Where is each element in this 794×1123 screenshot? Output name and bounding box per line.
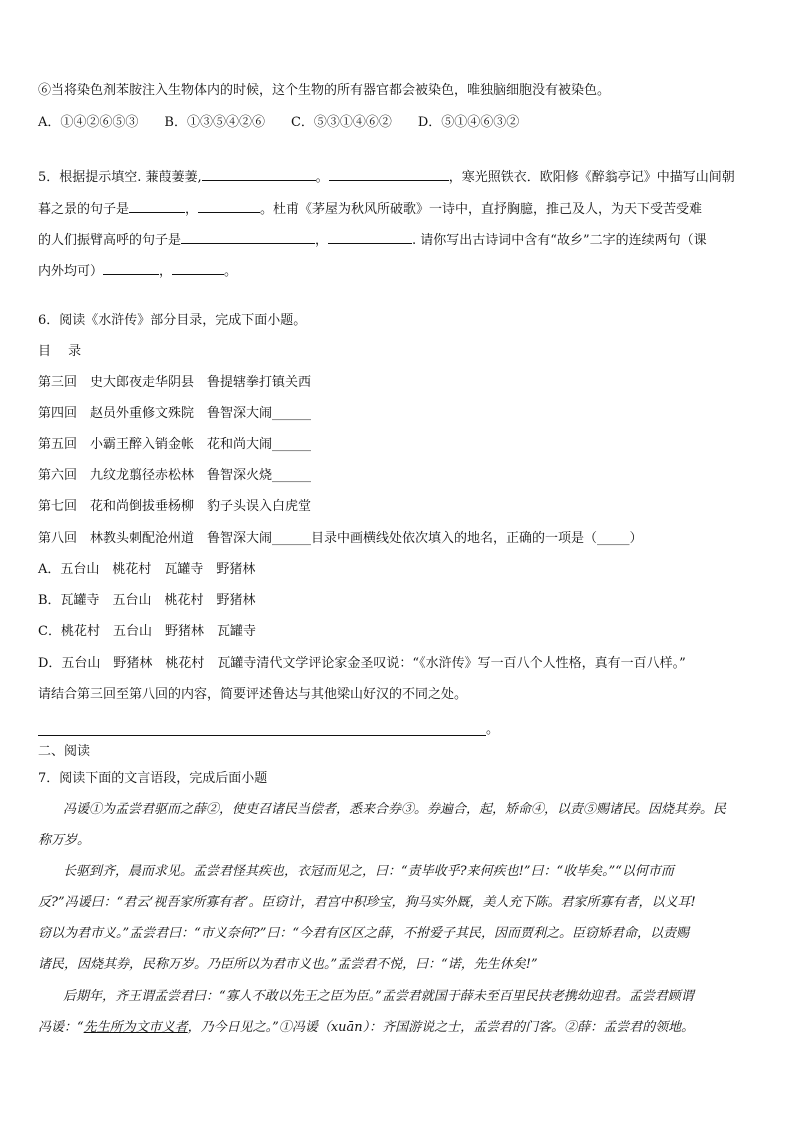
q5-text: ， [315, 233, 329, 248]
q5-text: 内外均可） [38, 264, 104, 279]
q5-text: . 请你写出古诗词中含有“故乡”二字的连续两句（课 [412, 233, 707, 248]
fill-blank[interactable] [328, 230, 412, 244]
passage-line: 反?”冯谖曰：“君云‘视吾家所寡有者’。臣窃计，君宫中积珍宝，狗马实外厩，美人充下陈。君家所寡有者，以义耳! [38, 895, 696, 910]
question-5-line-1 [38, 167, 735, 187]
fill-blank[interactable] [129, 199, 185, 213]
toc-entry: 第四回 赵员外重修文殊院 鲁智深大闹______ [38, 406, 312, 421]
passage-text: ，乃今日见之。”①冯谖（xuān）：齐国游说之士，孟尝君的门客。②薛：孟尝君的领地。 [187, 1020, 695, 1035]
passage-line [38, 1019, 694, 1037]
toc-entry: 第八回 林教头刺配沧州道 鲁智深大闹______目录中画横线处依次填入的地名，正确的一项是（_____） [38, 531, 643, 546]
toc-entry: 第六回 九纹龙翦径赤松林 鲁智深火烧______ [38, 468, 312, 483]
option-c: C．桃花村 五台山 野猪林 瓦罐寺 [38, 624, 256, 639]
option-a: A．五台山 桃花村 瓦罐寺 野猪林 [38, 562, 256, 577]
toc-title: 目 录 [38, 344, 82, 359]
question-6-followup: 请结合第三回至第八回的内容，简要评述鲁达与其他梁山好汉的不同之处。 [38, 687, 468, 702]
fill-blank[interactable] [198, 199, 260, 213]
passage-line: 长驱到齐，晨而求见。孟尝君怪其疾也，衣冠而见之，曰：“责毕收乎?来何疾也!”曰：“收毕矣。”“以何市而 [63, 864, 674, 879]
passage-line: 冯谖①为孟尝君驱而之薛②，使吏召诸民当偿者，悉来合券③。券遍合，起，矫命④，以责⑤赐诸民。因烧其券。民 [63, 802, 727, 817]
question-5-line-3 [38, 230, 707, 250]
q5-text: ， [185, 202, 199, 217]
fill-blank[interactable] [202, 167, 316, 181]
answer-line[interactable] [38, 735, 486, 736]
option-b: B．瓦罐寺 五台山 桃花村 野猪林 [38, 593, 256, 608]
q5-text: 的人们振臂高呼的句子是 [38, 233, 182, 248]
question-4-options: A．①④②⑥⑤③ B．①③⑤④②⑥ C．⑤③①④⑥② D．⑤①④⑥③② [38, 115, 520, 130]
toc-entry: 第三回 史大郎夜走华阴县 鲁提辖拳打镇关西 [38, 375, 312, 390]
fill-blank[interactable] [103, 261, 159, 275]
fill-blank[interactable] [181, 230, 315, 244]
q5-text: ，寒光照铁衣．欧阳修《醉翁亭记》中描写山间朝 [448, 170, 735, 185]
answer-end-mark: 。 [486, 722, 500, 737]
question-5-line-2 [38, 199, 702, 219]
q5-text: 暮之景的句子是 [38, 202, 130, 217]
passage-line: 窃以为君市义。”孟尝君曰：“市义奈何?”曰：“今君有区区之薛，不拊爱子其民，因而贾利之。臣窃矫君命，以责赐 [38, 926, 690, 941]
fill-blank[interactable] [172, 261, 224, 275]
fill-blank[interactable] [329, 167, 449, 181]
passage-line: 后期年，齐王谓孟尝君曰：“寡人不敢以先王之臣为臣。”孟尝君就国于薛未至百里民扶老携幼迎君。孟尝君顾谓 [63, 989, 694, 1004]
question-4-item-6: ⑥当将染色剂苯胺注入生物体内的时候，这个生物的所有器官都会被染色，唯独脑细胞没有被染色。 [38, 83, 611, 98]
q5-text: 5．根据提示填空. 蒹葭萋萋, [38, 170, 202, 185]
toc-entry: 第五回 小霸王醉入销金帐 花和尚大闹______ [38, 437, 312, 452]
q5-text: ， [159, 264, 173, 279]
q5-text: 。 [224, 264, 238, 279]
toc-entry: 第七回 花和尚倒拔垂杨柳 豹子头误入白虎堂 [38, 499, 312, 514]
section-heading: 二、阅读 [38, 744, 91, 759]
q5-text: 。杜甫《茅屋为秋风所破歌》一诗中，直抒胸臆，推己及人，为天下受苦受难 [260, 202, 703, 217]
underlined-phrase: 先生所为文市义者 [83, 1020, 188, 1035]
option-d: D．五台山 野猪林 桃花村 瓦罐寺清代文学评论家金圣叹说：“《水浒传》写一百八个人性格，真有一百八样。” [38, 656, 686, 671]
question-6-stem: 6．阅读《水浒传》部分目录，完成下面小题。 [38, 313, 307, 328]
question-5-line-4 [38, 261, 237, 281]
passage-text: 冯谖：“ [38, 1020, 84, 1035]
passage-line: 称万岁。 [38, 833, 91, 848]
q5-text: 。 [315, 170, 329, 185]
question-7-stem: 7．阅读下面的文言语段，完成后面小题 [38, 771, 268, 786]
passage-line: 诸民，因烧其券，民称万岁。乃臣所以为君市义也。”孟尝君不悦，曰：“诺，先生休矣!” [38, 957, 538, 972]
